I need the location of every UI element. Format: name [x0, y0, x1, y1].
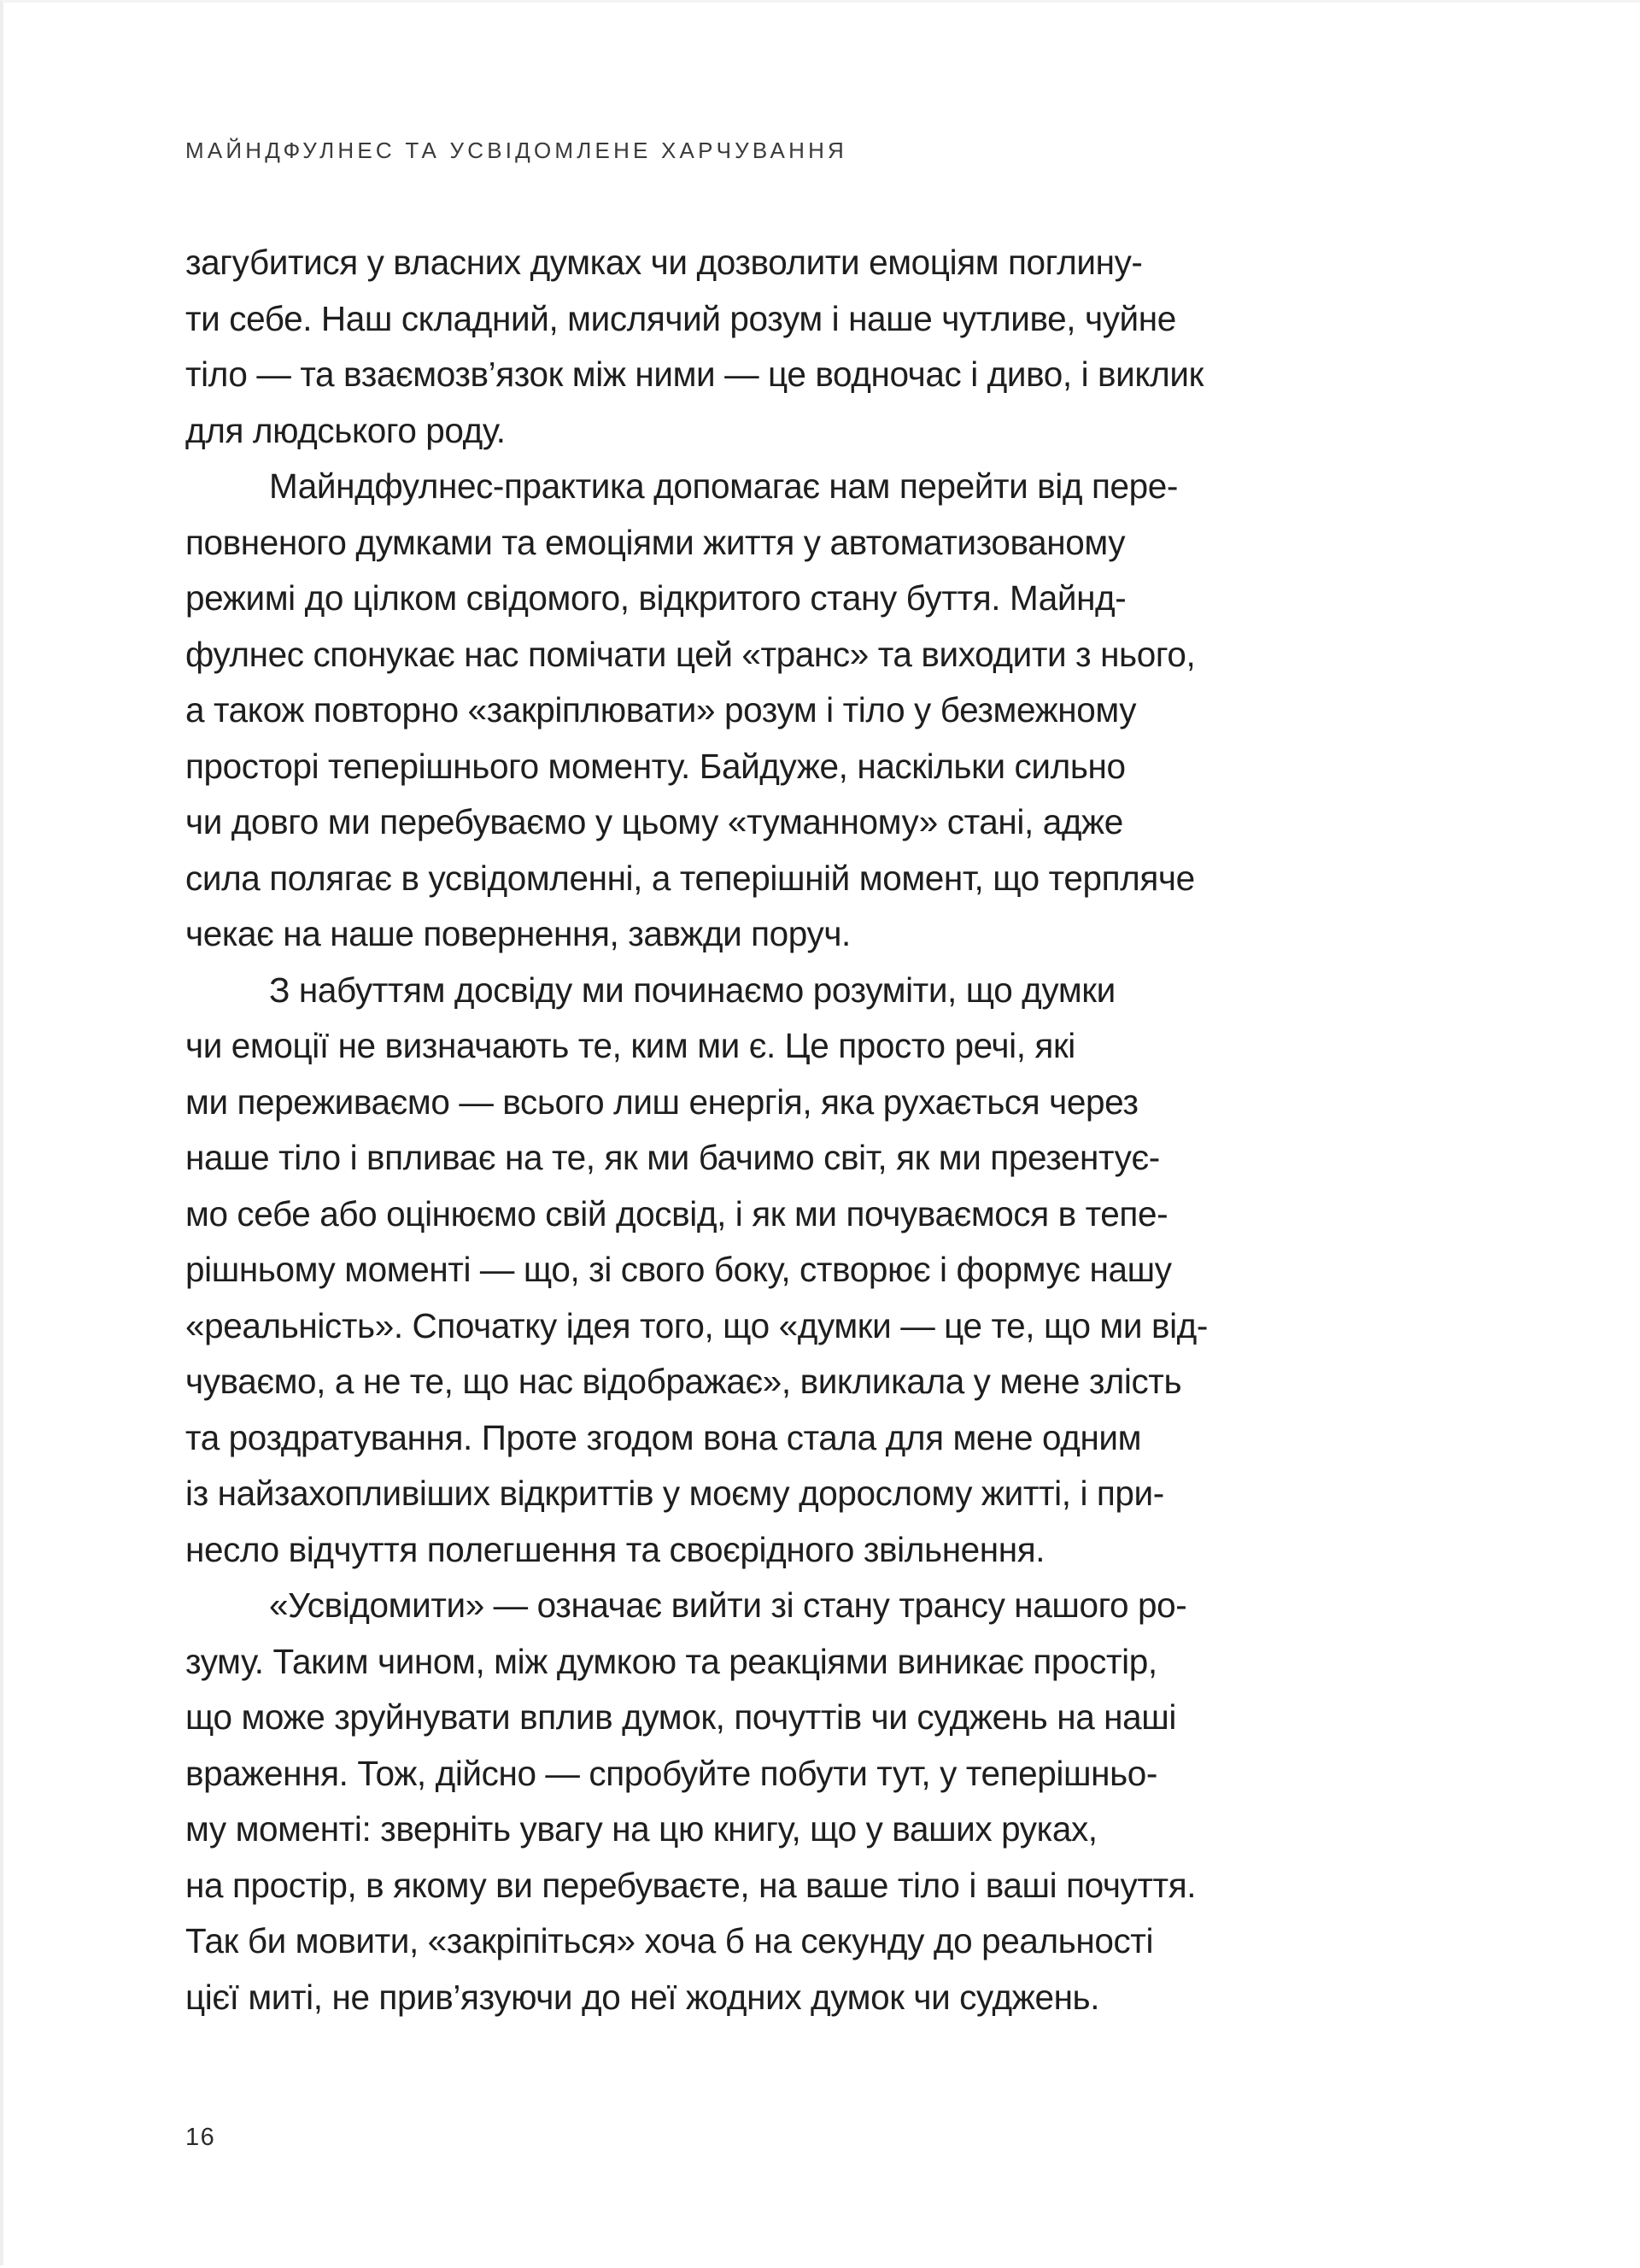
text-line: чекає на наше повернення, завжди поруч.	[185, 914, 851, 953]
text-line: ти себе. Наш складний, мислячий розум і наше чутливе, чуйне	[185, 298, 1176, 338]
text-line: загубитися у власних думках чи дозволити емоціям поглину-	[185, 243, 1143, 282]
page-number: 16	[185, 2124, 216, 2151]
text-line: наше тіло і впливає на те, як ми бачимо світ, як ми презентує-	[185, 1138, 1160, 1177]
text-line: та роздратування. Проте згодом вона стала для мене одним	[185, 1417, 1142, 1457]
paragraph-start-line: «Усвідомити» — означає вийти зі стану трансу нашого ро-	[269, 1585, 1187, 1625]
text-line: тіло — та взаємозв’язок між ними — це водночас і диво, і виклик	[185, 355, 1204, 394]
text-line: фулнес спонукає нас помічати цей «транс» та виходити з нього,	[185, 634, 1196, 674]
text-line: режимі до цілком свідомого, відкритого стану буття. Майнд-	[185, 578, 1127, 618]
text-line: чуваємо, а не те, що нас відображає», викликала у мене злість	[185, 1362, 1182, 1401]
text-line: враження. Тож, дійсно — спробуйте побути тут, у теперішньо-	[185, 1753, 1157, 1793]
text-line: із найзахопливіших відкриттів у моєму дорослому житті, і при-	[185, 1474, 1164, 1513]
text-line: чи довго ми перебуваємо у цьому «туманному» стані, адже	[185, 802, 1123, 841]
text-line: сила полягає в усвідомленні, а теперішній момент, що терпляче	[185, 858, 1195, 898]
text-line: для людського роду.	[185, 410, 506, 450]
text-line: зуму. Таким чином, між думкою та реакціями виникає простір,	[185, 1641, 1157, 1681]
text-line: мо себе або оцінюємо свій досвід, і як ми почуваємося в тепе-	[185, 1193, 1168, 1234]
text-line: Так би мовити, «закріпіться» хоча б на секунду до реальності	[185, 1921, 1154, 1960]
text-line: чи емоції не визначають те, ким ми є. Це просто речі, які	[185, 1026, 1075, 1065]
text-line: «реальність». Спочатку ідея того, що «думки — це те, що ми від-	[185, 1305, 1208, 1345]
paragraph-start-line: Майндфулнес-практика допомагає нам перейти від пере-	[269, 466, 1178, 506]
running-head: МАЙНДФУЛНЕС ТА УСВІДОМЛЕНЕ ХАРЧУВАННЯ	[185, 138, 848, 163]
text-line: несло відчуття полегшення та своєрідного звільнення.	[185, 1529, 1046, 1569]
body-text	[185, 235, 1467, 2025]
text-line: просторі теперішнього моменту. Байдуже, наскільки сильно	[185, 746, 1126, 786]
text-line: що може зруйнувати вплив думок, почуттів чи суджень на наші	[185, 1697, 1176, 1737]
text-line: а також повторно «закріплювати» розум і тіло у безмежному	[185, 690, 1137, 730]
text-line: рішньому моменті — що, зі свого боку, створює і формує нашу	[185, 1250, 1172, 1289]
text-line: ми переживаємо — всього лиш енергія, яка рухається через	[185, 1081, 1139, 1122]
text-line: на простір, в якому ви перебуваєте, на ваше тіло і ваші почуття.	[185, 1865, 1197, 1905]
text-line: повненого думками та емоціями життя у автоматизованому	[185, 522, 1126, 562]
text-line: цієї миті, не прив’язуючи до неї жодних думок чи суджень.	[185, 1977, 1100, 2017]
paragraph-start-line: З набуттям досвіду ми починаємо розуміти, що думки	[269, 970, 1116, 1010]
text-line: му моменті: зверніть увагу на цю книгу, що у ваших руках,	[185, 1809, 1098, 1849]
book-page	[3, 3, 1640, 2268]
